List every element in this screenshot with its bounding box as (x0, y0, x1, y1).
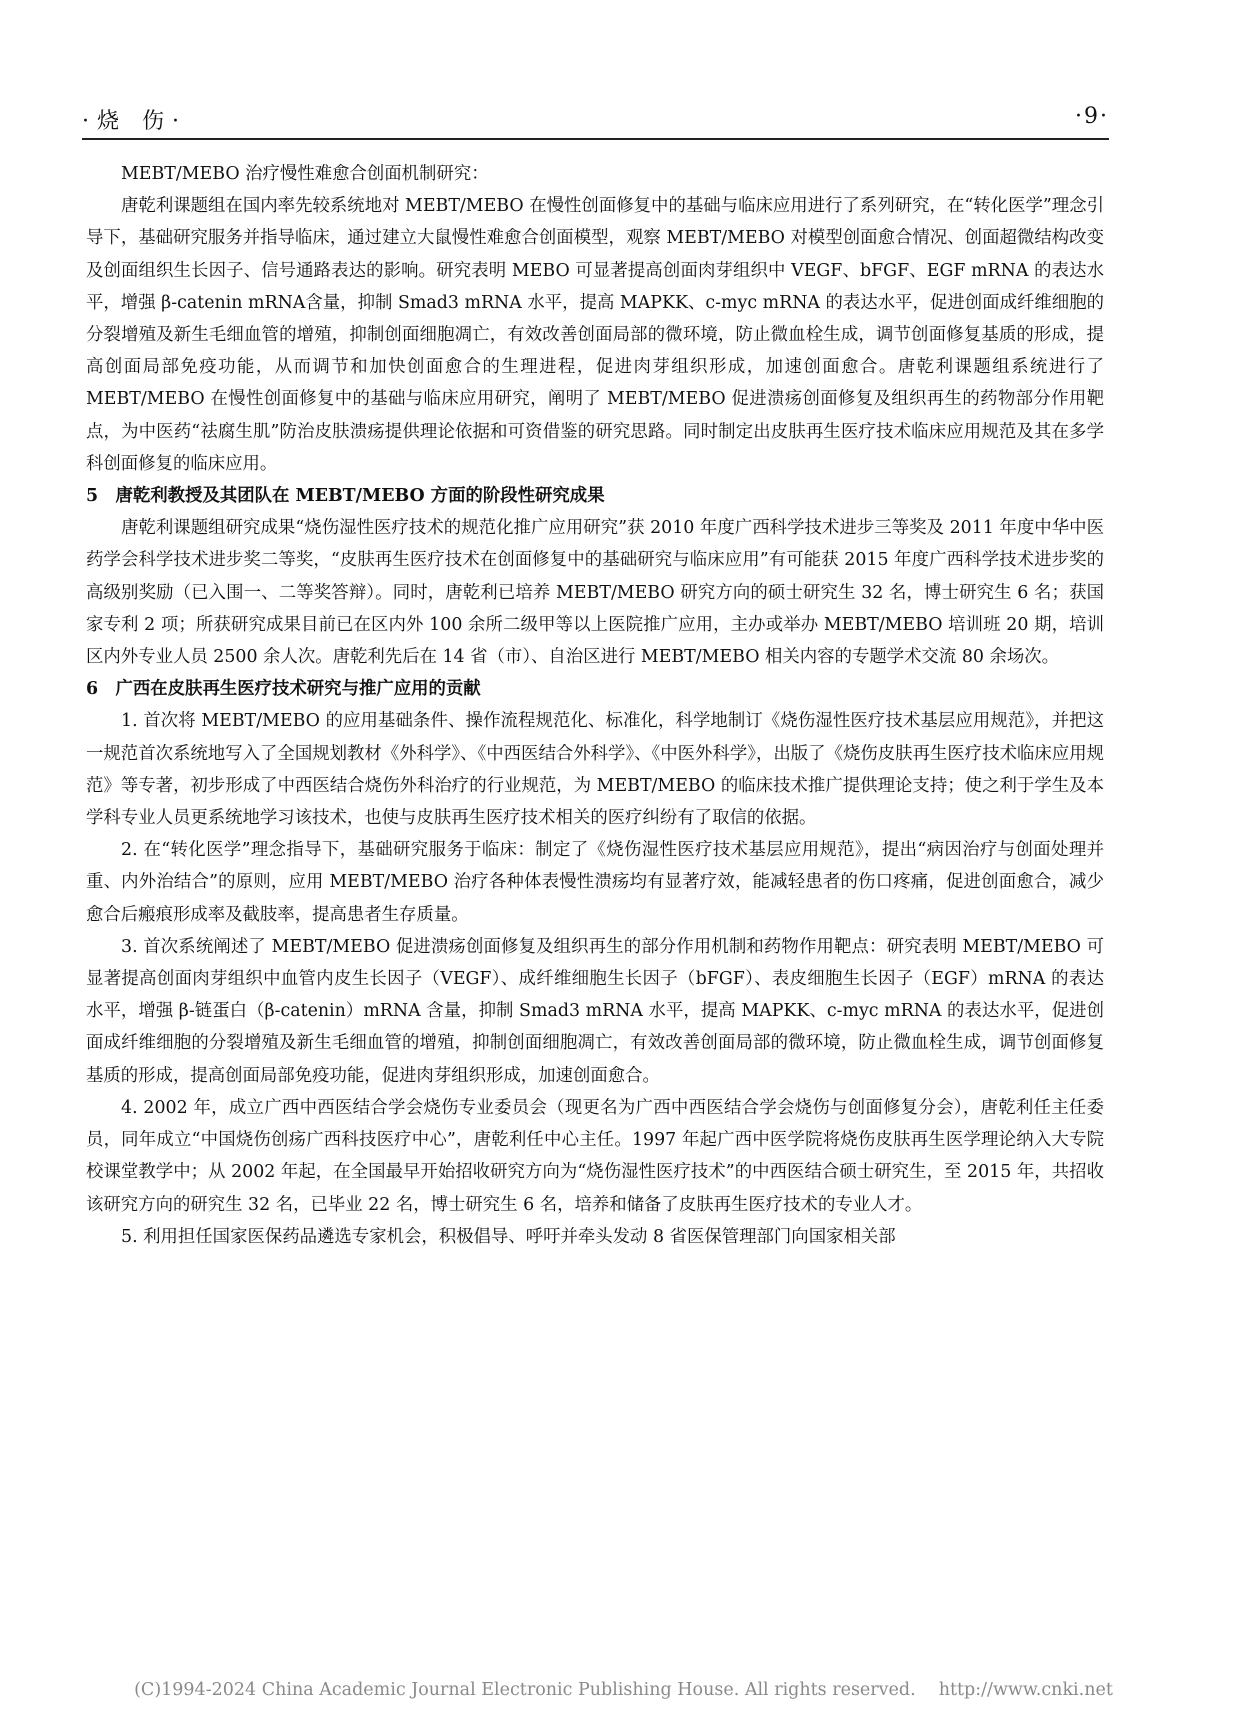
copyright-footer: (C)1994-2024 China Academic Journal Electronic Publishing House. All rights reserved. http://www.cnki.net (134, 1680, 1113, 1700)
paragraph-6-1: 1. 首次将 MEBT/MEBO 的应用基础条件、操作流程规范化、标准化，科学地制订《烧伤湿性医疗技术基层应用规范》，并把这一规范首次系统地写入了全国规划教材《外科学》、《中西医结合外科学》、《中医外科学》，出版了《烧伤皮肤再生医疗技术临床应用规范》等专著，初步形成了中西医结合烧伤外科治疗的行业规范，为 MEBT/MEBO 的临床技术推广提供理论支持；使之利于学生及本学科专业人员更系统地学习该技术，也使与皮肤再生医疗技术相关的医疗纠纷有了取信的依据。 (86, 711, 1104, 829)
paragraph-6-3: 3. 首次系统阐述了 MEBT/MEBO 促进溃疡创面修复及组织再生的部分作用机制和药物作用靶点：研究表明 MEBT/MEBO 可显著提高创面肉芽组织中血管内皮生长因子（VEGF）、成纤维细胞生长因子（bFGF）、表皮细胞生长因子（EGF）mRNA 的表达水平，增强 β-链蛋白（β-catenin）mRNA 含量，抑制 Smad3 mRNA 水平，提高 MAPKK、c-myc mRNA 的表达水平，促进创面成纤维细胞的分裂增殖及新生毛细血管的增殖，抑制创面细胞凋亡，有效改善创面局部的微环境，防止微血栓生成，调节创面修复基质的形成，提高创面局部免疫功能，促进肉芽组织形成，加速创面愈合。 (86, 936, 1104, 1086)
journal-section-title: ·烧 伤· (82, 109, 187, 134)
section-heading-5: 5 唐乾利教授及其团队在 MEBT/MEBO 方面的阶段性研究成果 (86, 486, 605, 507)
paragraph-6-4: 4. 2002 年，成立广西中西医结合学会烧伤专业委员会（现更名为广西中西医结合学会烧伤与创面修复分会），唐乾利任主任委员，同年成立“中国烧伤创疡广西科技医疗中心”，唐乾利任中心主任。1997 年起广西中医学院将烧伤皮肤再生医学理论纳入大专院校课堂教学中；从 2002 年起，在全国最早开始招收研究方向为“烧伤湿性医疗技术”的中西医结合硕士研究生，至 2015 年，共招收该研究方向的研究生 32 名，已毕业 22 名，博士研究生 6 名，培养和储备了皮肤再生医疗技术的专业人才。 (86, 1097, 1104, 1215)
paragraph-6-2: 2. 在“转化医学”理念指导下，基础研究服务于临床：制定了《烧伤湿性医疗技术基层应用规范》，提出“病因治疗与创面处理并重、内外治结合”的原则，应用 MEBT/MEBO 治疗各种体表慢性溃疡均有显著疗效，能减轻患者的伤口疼痛，促进创面愈合，减少愈合后瘢痕形成率及截肢率，提高患者生存质量。 (86, 840, 1104, 925)
page-header (82, 104, 1109, 140)
paragraph-mechanism: 唐乾利课题组在国内率先较系统地对 MEBT/MEBO 在慢性创面修复中的基础与临床应用进行了系列研究，在“转化医学”理念引导下，基础研究服务并指导临床，通过建立大鼠慢性难愈合创面模型，观察 MEBT/MEBO 对模型创面愈合情况、创面超微结构改变及创面组织生长因子、信号通路表达的影响。研究表明 MEBO 可显著提高创面肉芽组织中 VEGF、bFGF、EGF mRNA 的表达水平，增强 β-catenin mRNA含量，抑制 Smad3 mRNA 水平，提高 MAPKK、c-myc mRNA 的表达水平，促进创面成纤维细胞的分裂增殖及新生毛细血管的增殖，抑制创面细胞凋亡，有效改善创面局部的微环境，防止微血栓生成，调节创面修复基质的形成，提高创面局部免疫功能，从而调节和加快创面愈合的生理进程，促进肉芽组织形成，加速创面愈合。唐乾利课题组系统进行了 MEBT/MEBO 在慢性创面修复中的基础与临床应用研究，阐明了 MEBT/MEBO 促进溃疡创面修复及组织再生的药物部分作用靶点，为中医药“祛腐生肌”防治皮肤溃疡提供理论依据和可资借鉴的研究思路。同时制定出皮肤再生医疗技术临床应用规范及其在多学科创面修复的临床应用。 (86, 196, 1104, 474)
page-number: ·9· (1075, 104, 1109, 129)
article-body (86, 158, 1104, 1253)
paragraph-6-5: 5. 利用担任国家医保药品遴选专家机会，积极倡导、呼吁并牵头发动 8 省医保管理部门向国家相关部 (121, 1226, 896, 1247)
section-heading-6: 6 广西在皮肤再生医疗技术研究与推广应用的贡献 (86, 679, 481, 700)
paragraph-section-5: 唐乾利课题组研究成果“烧伤湿性医疗技术的规范化推广应用研究”获 2010 年度广西科学技术进步三等奖及 2011 年度中华中医药学会科学技术进步奖二等奖，“皮肤再生医疗技术在创面修复中的基础研究与临床应用”有可能获 2015 年度广西科学技术进步奖的高级别奖励（已入围一、二等奖答辩）。同时，唐乾利已培养 MEBT/MEBO 研究方向的硕士研究生 32 名，博士研究生 6 名；获国家专利 2 项；所获研究成果目前已在区内外 100 余所二级甲等以上医院推广应用，主办或举办 MEBT/MEBO 培训班 20 期，培训区内外专业人员 2500 余人次。唐乾利先后在 14 省（市）、自治区进行 MEBT/MEBO 相关内容的专题学术交流 80 余场次。 (86, 518, 1104, 668)
subheading-mechanism: MEBT/MEBO 治疗慢性难愈合创面机制研究： (121, 164, 489, 184)
